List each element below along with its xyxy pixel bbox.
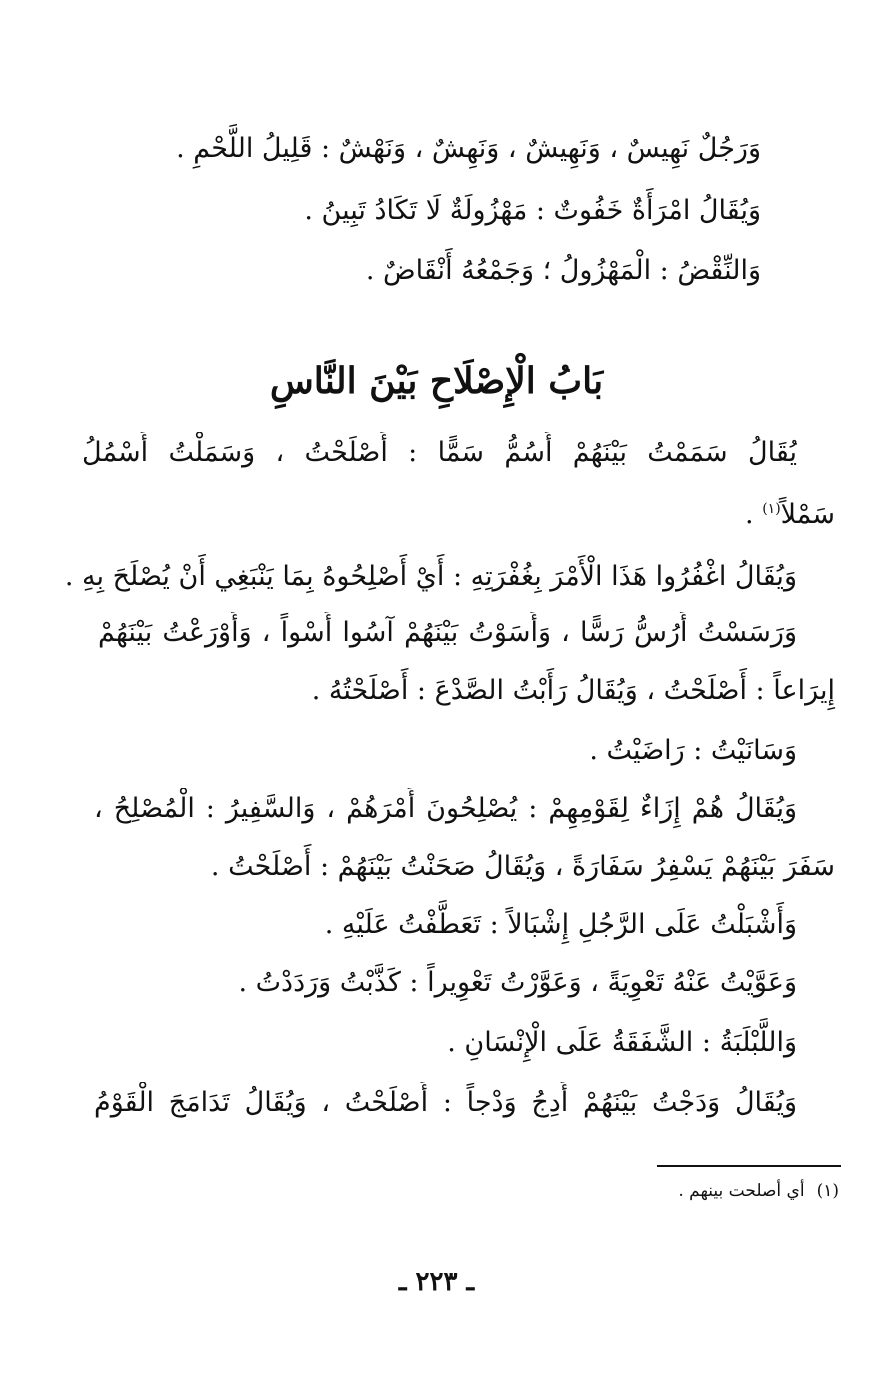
footnote-divider [657,1165,841,1167]
paragraph-8: وَاللَّبْلَبَةُ : الشَّفَقَةُ عَلَى الْإِنْسَانِ . [447,1027,797,1058]
paragraph-3-line-2: إِيرَاعاً : أَصْلَحْتُ ، وَيُقَالُ رَأَبْتُ الصَّدْعَ : أَصْلَحْتُهُ . [311,675,835,706]
paragraph-1-end-punct: . [745,499,763,530]
page-number: ـ ٢٢٣ ـ [398,1267,475,1297]
chapter-title: بَابُ الْإِصْلَاحِ بَيْنَ النَّاسِ [269,360,604,402]
paragraph-4: وَسَانَيْتُ : رَاضَيْتُ . [589,735,797,766]
paragraph-6: وَأَشْبَلْتُ عَلَى الرَّجُلِ إِشْبَالاً : تَعَطَّفْتُ عَلَيْهِ . [324,909,797,940]
footnote-text: أي أصلحت بينهم . [678,1181,805,1201]
paragraph-5-line-1: وَيُقَالُ هُمْ إِزَاءٌ لِقَوْمِهِمْ : يُصْلِحُونَ أَمْرَهُمْ ، وَالسَّفِيرُ : الْمُصْلِحُ ، [94,793,797,824]
text-line-1: وَرَجُلٌ نَهِيسٌ ، وَنَهِيشٌ ، وَنَهِشٌ ، وَنَهْشٌ : قَلِيلُ اللَّحْمِ . [176,133,761,164]
paragraph-7: وَعَوَّيْتُ عَنْهُ تَعْوِيَةً ، وَعَوَّرْتُ تَعْوِيراً : كَذَّبْتُ وَرَدَدْتُ . [238,967,797,998]
text-line-2: وَيُقَالُ امْرَأَةٌ خَفُوتٌ : مَهْزُولَةٌ لَا تَكَادُ تَبِينُ . [304,195,761,226]
paragraph-1-end-word: سَمْلاً [780,499,835,530]
paragraph-5-line-2: سَفَرَ بَيْنَهُمْ يَسْفِرُ سَفَارَةً ، وَيُقَالُ صَحَنْتُ بَيْنَهُمْ : أَصْلَحْتُ . [210,851,835,882]
footnote [678,1177,839,1205]
paragraph-1-line-2 [745,494,835,536]
footnote-number: (١) [816,1181,839,1201]
footnote-marker[interactable]: (١) [762,501,781,517]
paragraph-1-line-1: يُقَالُ سَمَمْتُ بَيْنَهُمْ أَسُمُّ سَمًّا : أَصْلَحْتُ ، وَسَمَلْتُ أَسْمُلُ [82,437,797,468]
paragraph-9-line-1: وَيُقَالُ وَدَجْتُ بَيْنَهُمْ أَدِجُ وَدْجاً : أَصْلَحْتُ ، وَيُقَالُ تَدَامَجَ الْقَوْمُ [94,1087,797,1118]
paragraph-2: وَيُقَالُ اغْفُرُوا هَذَا الْأَمْرَ بِغُفْرَتِهِ : أَيْ أَصْلِحُوهُ بِمَا يَنْبَغِي أَنْ يُصْلَحَ بِهِ . [64,561,797,592]
text-line-3: وَالنِّقْضُ : الْمَهْزُولُ ؛ وَجَمْعُهُ أَنْقَاضٌ . [365,255,761,286]
paragraph-3-line-1: وَرَسَسْتُ أَرُسُّ رَسًّا ، وَأَسَوْتُ بَيْنَهُمْ آسُوا أَسْواً ، وَأَوْرَعْتُ بَيْنَهُمْ [98,617,797,648]
